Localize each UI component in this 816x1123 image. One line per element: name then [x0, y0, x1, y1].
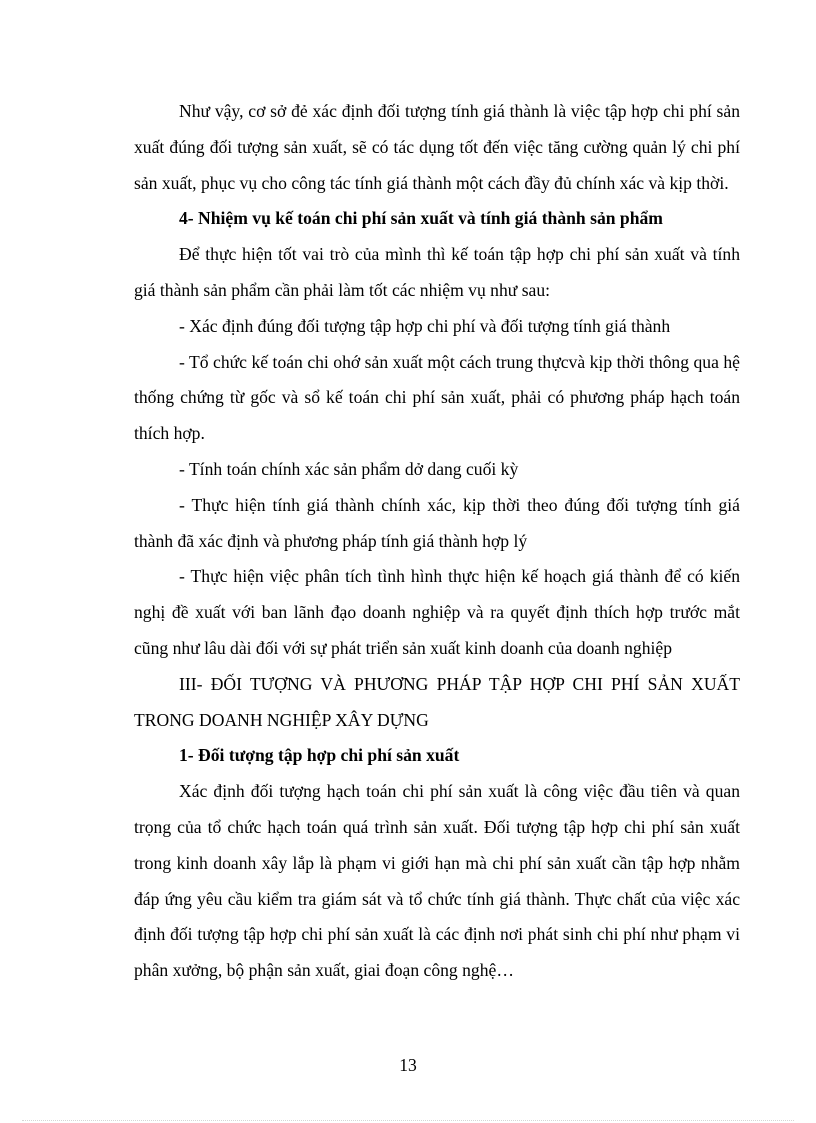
page-body	[134, 94, 740, 989]
list-item-task-1: - Xác định đúng đối tượng tập hợp chi phí và đối tượng tính giá thành	[179, 315, 671, 336]
list-item-task-2: - Tổ chức kế toán chi ohớ sản xuất một cách trung thựcvà kịp thời thông qua hệ thống chứng từ gốc và sổ kế toán chi phí sản xuất, phải có phương pháp hạch toán thích hợp.	[134, 351, 740, 444]
list-item-task-5: - Thực hiện việc phân tích tình hình thực hiện kế hoạch giá thành để có kiến nghị đề xuất với ban lãnh đạo doanh nghiệp và ra quyết định thích hợp trước mắt cũng như lâu dài đối với sự phát triển sản xuất kinh doanh của doanh nghiệp	[134, 566, 740, 658]
list-item-task-3: - Tính toán chính xác sản phẩm dở dang cuối kỳ	[179, 458, 519, 479]
page-number: 13	[399, 1055, 417, 1075]
paragraph-tasks-intro: Để thực hiện tốt vai trò của mình thì kế toán tập hợp chi phí sản xuất và tính giá thành sản phẩm cần phải làm tốt các nhiệm vụ như sau:	[134, 244, 740, 300]
paragraph-cost-object-definition: Xác định đối tượng hạch toán chi phí sản xuất là công việc đầu tiên và quan trọng của tổ chức hạch toán quá trình sản xuất. Đối tượng tập hợp chi phí sản xuất trong kinh doanh xây lắp là phạm vi giới hạn mà chi phí sản xuất cần tập hợp nhằm đáp ứng yêu cầu kiểm tra giám sát và tổ chức tính giá thành. Thực chất của việc xác định đối tượng tập hợp chi phí sản xuất là các định nơi phát sinh chi phí như phạm vi phân xưởng, bộ phận sản xuất, giai đoạn công nghệ…	[134, 781, 740, 981]
section-heading-part-iii: III- ĐỐI TƯỢNG VÀ PHƯƠNG PHÁP TẬP HỢP CHI PHÍ SẢN XUẤT TRONG DOANH NGHIỆP XÂY DỰNG	[134, 673, 740, 730]
page-bottom-divider	[22, 1120, 794, 1121]
list-item-task-4: - Thực hiện tính giá thành chính xác, kịp thời theo đúng đối tượng tính giá thành đã xác định và phương pháp tính giá thành hợp lý	[134, 494, 740, 551]
section-heading-cost-object: 1- Đối tượng tập hợp chi phí sản xuất	[179, 745, 460, 766]
section-heading-tasks: 4- Nhiệm vụ kế toán chi phí sản xuất và tính giá thành sản phẩm	[179, 208, 663, 229]
paragraph-cost-object-summary: Như vậy, cơ sở đẻ xác định đối tượng tính giá thành là việc tập hợp chi phí sản xuất đúng đối tượng sản xuất, sẽ có tác dụng tốt đến việc tăng cường quản lý chi phí sản xuất, phục vụ cho công tác tính giá thành một cách đầy đủ chính xác và kịp thời.	[134, 101, 740, 193]
